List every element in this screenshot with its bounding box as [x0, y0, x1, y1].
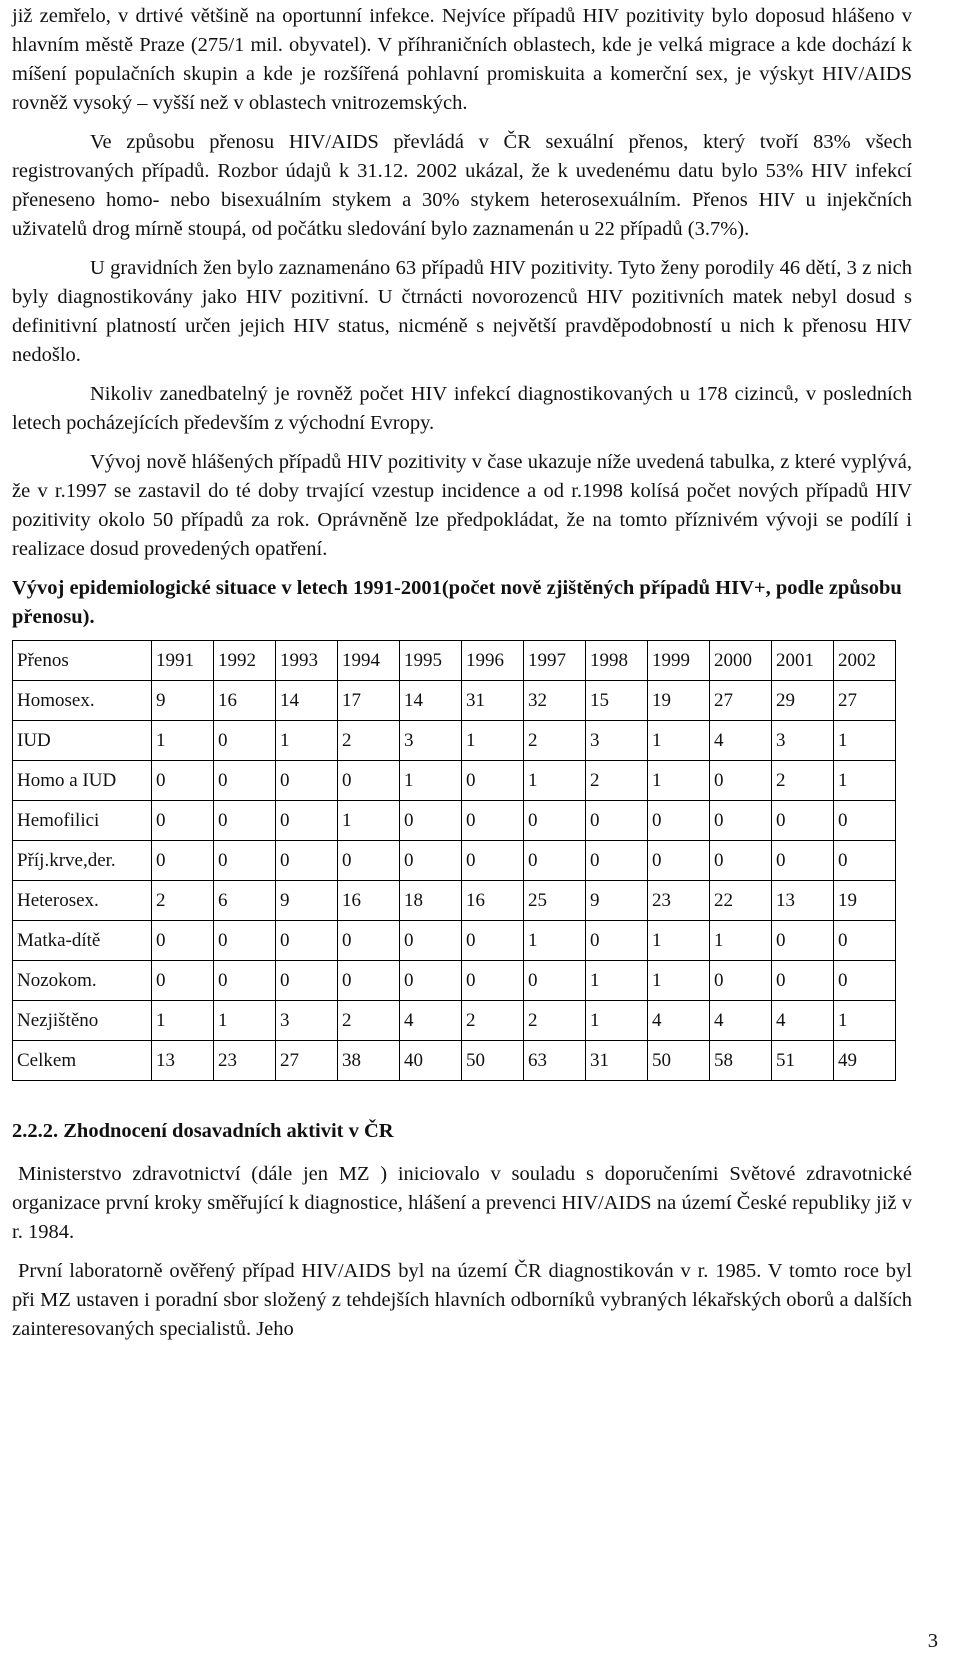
table-cell: 0	[710, 961, 772, 1001]
table-title: Vývoj epidemiologické situace v letech 1991-2001(počet nově zjištěných případů HIV+, podle způsobu přenosu).	[12, 577, 902, 628]
table-cell: 0	[152, 761, 214, 801]
table-cell: 0	[834, 921, 896, 961]
table-cell: 0	[834, 841, 896, 881]
table-cell: 0	[772, 841, 834, 881]
table-cell: 14	[276, 681, 338, 721]
table-cell: 4	[400, 1001, 462, 1041]
table-row-label: Celkem	[13, 1041, 152, 1081]
table-cell: 0	[524, 801, 586, 841]
table-cell: 63	[524, 1041, 586, 1081]
table-row-label: Heterosex.	[13, 881, 152, 921]
table-header-cell: 1995	[400, 641, 462, 681]
table-cell: 9	[586, 881, 648, 921]
table-header-cell: 1998	[586, 641, 648, 681]
table-cell: 0	[276, 921, 338, 961]
table-header-cell: 1996	[462, 641, 524, 681]
table-cell: 1	[338, 801, 400, 841]
table-cell: 0	[214, 721, 276, 761]
table-row	[13, 961, 896, 1001]
table-cell: 1	[710, 921, 772, 961]
table-header-cell: 1999	[648, 641, 710, 681]
table-cell: 0	[152, 801, 214, 841]
table-cell: 0	[462, 801, 524, 841]
table-cell: 0	[276, 841, 338, 881]
table-cell: 0	[524, 961, 586, 1001]
table-cell: 4	[710, 721, 772, 761]
table-cell: 0	[214, 761, 276, 801]
table-cell: 2	[586, 761, 648, 801]
table-row	[13, 921, 896, 961]
table-row-label: Hemofilici	[13, 801, 152, 841]
table-row	[13, 841, 896, 881]
table-cell: 0	[214, 841, 276, 881]
table-cell: 16	[462, 881, 524, 921]
table-header-cell: 1997	[524, 641, 586, 681]
paragraph-ministry: Ministerstvo zdravotnictví (dále jen MZ ) iniciovalo v souladu s doporučeními Světové zdravotnické organizace první kroky směřující k diagnostice, hlášení a prevenci HIV/AIDS na území České republiky již v r. 1984.	[12, 1163, 912, 1243]
table-cell: 13	[152, 1041, 214, 1081]
table-cell: 18	[400, 881, 462, 921]
table-cell: 50	[648, 1041, 710, 1081]
paragraph-infections: již zemřelo, v drtivé většině na oportunní infekce. Nejvíce případů HIV pozitivity bylo doposud hlášeno v hlavním městě Praze (275/1 mil. obyvatel). V příhraničních oblastech, kde je velká migrace a kde dochází k míšení populačních skupin a kde je rozšířená pohlavní promiskuita a komerční sex, je výskyt HIV/AIDS rovněž vysoký – vyšší než v oblastech vnitrozemských.	[12, 5, 912, 114]
table-cell: 1	[834, 761, 896, 801]
table-cell: 17	[338, 681, 400, 721]
table-cell: 0	[834, 961, 896, 1001]
table-row	[13, 761, 896, 801]
table-cell: 3	[276, 1001, 338, 1041]
table-cell: 0	[524, 841, 586, 881]
table-cell: 0	[586, 841, 648, 881]
table-cell: 1	[586, 961, 648, 1001]
table-row	[13, 1001, 896, 1041]
paragraph-pregnant-women: U gravidních žen bylo zaznamenáno 63 případů HIV pozitivity. Tyto ženy porodily 46 dětí, 3 z nich byly diagnostikovány jako HIV pozitivní. U čtrnácti novorozenců HIV pozitivních matek nebyl dosud s definitivní platností určen jejich HIV status, nicméně s největší pravděpodobností u nich k přenosu HIV nedošlo.	[12, 257, 912, 366]
table-cell: 0	[772, 921, 834, 961]
table-header-row	[13, 641, 896, 681]
table-row-label: Nezjištěno	[13, 1001, 152, 1041]
table-cell: 58	[710, 1041, 772, 1081]
table-row	[13, 721, 896, 761]
table-cell: 0	[400, 961, 462, 1001]
table-cell: 0	[586, 921, 648, 961]
table-cell: 0	[338, 961, 400, 1001]
table-cell: 1	[648, 921, 710, 961]
table-cell: 0	[648, 801, 710, 841]
table-cell: 0	[152, 921, 214, 961]
table-cell: 14	[400, 681, 462, 721]
table-header-cell: 1993	[276, 641, 338, 681]
table-cell: 4	[648, 1001, 710, 1041]
table-cell: 0	[214, 801, 276, 841]
table-cell: 0	[400, 921, 462, 961]
table-cell: 32	[524, 681, 586, 721]
table-cell: 1	[524, 761, 586, 801]
table-cell: 1	[400, 761, 462, 801]
table-cell: 0	[772, 801, 834, 841]
table-cell: 4	[710, 1001, 772, 1041]
table-cell: 0	[214, 921, 276, 961]
table-cell: 2	[338, 721, 400, 761]
table-cell: 1	[462, 721, 524, 761]
table-cell: 2	[152, 881, 214, 921]
table-cell: 1	[152, 721, 214, 761]
table-header-cell: 1994	[338, 641, 400, 681]
table-cell: 27	[710, 681, 772, 721]
table-cell: 0	[152, 841, 214, 881]
table-cell: 1	[276, 721, 338, 761]
table-row	[13, 801, 896, 841]
table-cell: 0	[276, 961, 338, 1001]
table-cell: 1	[648, 961, 710, 1001]
table-cell: 0	[338, 921, 400, 961]
table-cell: 0	[710, 801, 772, 841]
table-cell: 2	[524, 721, 586, 761]
table-cell: 2	[772, 761, 834, 801]
table-cell: 16	[214, 681, 276, 721]
table-cell: 1	[214, 1001, 276, 1041]
table-row	[13, 681, 896, 721]
table-cell: 0	[648, 841, 710, 881]
table-cell: 49	[834, 1041, 896, 1081]
table-cell: 4	[772, 1001, 834, 1041]
paragraph-first-case: První laboratorně ověřený případ HIV/AIDS byl na území ČR diagnostikován v r. 1985. V tomto roce byl při MZ ustaven i poradní sbor složený z tehdejších hlavních odborníků vybraných lékařských oborů a dalších zainteresovaných specialistů. Jeho	[12, 1260, 912, 1340]
table-row-label: Nozokom.	[13, 961, 152, 1001]
table-cell: 22	[710, 881, 772, 921]
table-cell: 16	[338, 881, 400, 921]
table-cell: 31	[586, 1041, 648, 1081]
table-cell: 0	[462, 761, 524, 801]
table-cell: 9	[152, 681, 214, 721]
table-cell: 0	[338, 841, 400, 881]
table-cell: 25	[524, 881, 586, 921]
table-cell: 0	[710, 841, 772, 881]
table-cell: 0	[586, 801, 648, 841]
table-cell: 19	[648, 681, 710, 721]
table-cell: 9	[276, 881, 338, 921]
table-row	[13, 881, 896, 921]
table-row-label: Příj.krve,der.	[13, 841, 152, 881]
table-cell: 19	[834, 881, 896, 921]
table-cell: 0	[338, 761, 400, 801]
table-cell: 0	[462, 961, 524, 1001]
table-cell: 1	[648, 761, 710, 801]
table-cell: 1	[524, 921, 586, 961]
paragraph-foreigners: Nikoliv zanedbatelný je rovněž počet HIV infekcí diagnostikovaných u 178 cizinců, v posledních letech pocházejících především z východní Evropy.	[12, 383, 912, 434]
table-cell: 0	[276, 761, 338, 801]
table-cell: 31	[462, 681, 524, 721]
table-cell: 1	[834, 721, 896, 761]
table-header-cell: 1991	[152, 641, 214, 681]
paragraph-transmission: Ve způsobu přenosu HIV/AIDS převládá v ČR sexuální přenos, který tvoří 83% všech registrovaných případů. Rozbor údajů k 31.12. 2002 ukázal, že k uvedenému datu bylo 53% HIV infekcí přeneseno homo- nebo bisexuálním stykem a 30% stykem heterosexuálním. Přenos HIV u injekčních uživatelů drog mírně stoupá, od počátku sledování bylo zaznamenán u 22 případů (3.7%).	[12, 131, 912, 240]
section-heading: 2.2.2. Zhodnocení dosavadních aktivit v ČR	[12, 1120, 394, 1142]
table-cell: 27	[276, 1041, 338, 1081]
table-cell: 0	[214, 961, 276, 1001]
table-cell: 2	[524, 1001, 586, 1041]
table-row-label: Homo a IUD	[13, 761, 152, 801]
table-row-label: IUD	[13, 721, 152, 761]
table-cell: 3	[772, 721, 834, 761]
table-cell: 50	[462, 1041, 524, 1081]
table-cell: 3	[586, 721, 648, 761]
table-row-label: Matka-dítě	[13, 921, 152, 961]
table-cell: 1	[586, 1001, 648, 1041]
page-number: 3	[927, 1630, 938, 1652]
table-header-cell: 2000	[710, 641, 772, 681]
table-cell: 23	[648, 881, 710, 921]
table-cell: 38	[338, 1041, 400, 1081]
table-cell: 0	[462, 841, 524, 881]
table-cell: 0	[772, 961, 834, 1001]
table-header-cell: 2001	[772, 641, 834, 681]
table-cell: 29	[772, 681, 834, 721]
table-cell: 40	[400, 1041, 462, 1081]
table-header-cell: Přenos	[13, 641, 152, 681]
table-cell: 6	[214, 881, 276, 921]
table-cell: 1	[648, 721, 710, 761]
table-cell: 0	[152, 961, 214, 1001]
table-cell: 13	[772, 881, 834, 921]
table-cell: 1	[152, 1001, 214, 1041]
table-cell: 0	[400, 841, 462, 881]
table-cell: 0	[710, 761, 772, 801]
table-cell: 0	[400, 801, 462, 841]
table-cell: 1	[834, 1001, 896, 1041]
table-cell: 0	[834, 801, 896, 841]
table-header-cell: 1992	[214, 641, 276, 681]
table-cell: 0	[462, 921, 524, 961]
table-row-label: Homosex.	[13, 681, 152, 721]
paragraph-trend: Vývoj nově hlášených případů HIV pozitivity v čase ukazuje níže uvedená tabulka, z které vyplývá, že v r.1997 se zastavil do té doby trvající vzestup incidence a od r.1998 kolísá počet nových případů HIV pozitivity okolo 50 případů za rok. Oprávněně lze předpokládat, že na tomto příznivém vývoji se podílí i realizace dosud provedených opatření.	[12, 451, 912, 560]
table-cell: 3	[400, 721, 462, 761]
table-cell: 2	[462, 1001, 524, 1041]
epidemiology-table	[12, 640, 896, 1081]
table-cell: 15	[586, 681, 648, 721]
table-cell: 0	[276, 801, 338, 841]
document-page	[12, 0, 912, 1354]
table-row	[13, 1041, 896, 1081]
table-cell: 27	[834, 681, 896, 721]
table-cell: 23	[214, 1041, 276, 1081]
table-cell: 51	[772, 1041, 834, 1081]
table-cell: 2	[338, 1001, 400, 1041]
table-header-cell: 2002	[834, 641, 896, 681]
